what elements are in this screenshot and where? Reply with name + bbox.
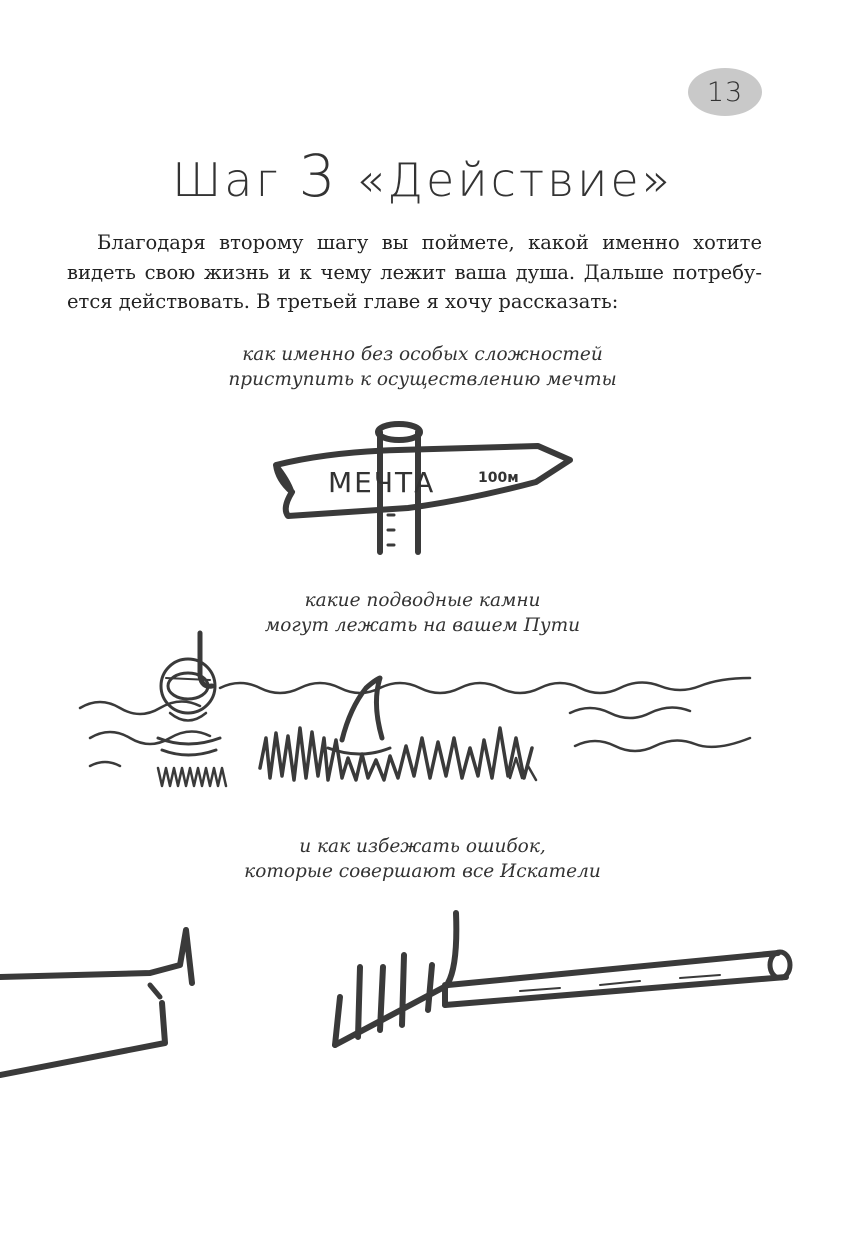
signpost-label: МЕЧТА (328, 466, 436, 499)
signpost-illustration (268, 410, 578, 560)
rake-illustration (0, 905, 800, 1090)
item-caption-3 (0, 834, 845, 884)
heading-title: «Действие» (356, 153, 673, 207)
page-number: 13 (688, 68, 762, 116)
caption-line: которые совершают все Искатели (244, 861, 601, 882)
snorkeler-and-shark-illustration (70, 628, 770, 803)
item-caption-1 (0, 342, 845, 392)
paragraph-line: Благодаря второму шагу вы поймете, какой именно хотите (97, 231, 762, 254)
caption-line: и как избежать ошибок, (299, 836, 546, 857)
signpost-distance: 100м (478, 470, 519, 486)
caption-line: могут лежать на вашем Пути (264, 615, 581, 636)
paragraph-line: видеть свою жизнь и к чему лежит ваша душа. Дальше потребу- (67, 260, 762, 284)
heading-step: Шаг (172, 153, 282, 207)
heading-number: 3 (298, 142, 339, 210)
caption-line: какие подводные камни (304, 590, 541, 611)
paragraph-line: ется действовать. В третьей главе я хочу рассказать: (67, 290, 619, 313)
caption-line: как именно без особых сложностей (242, 344, 603, 365)
caption-line: приступить к осуществлению мечты (228, 369, 617, 390)
intro-paragraph (67, 228, 762, 317)
chapter-heading (0, 142, 845, 210)
